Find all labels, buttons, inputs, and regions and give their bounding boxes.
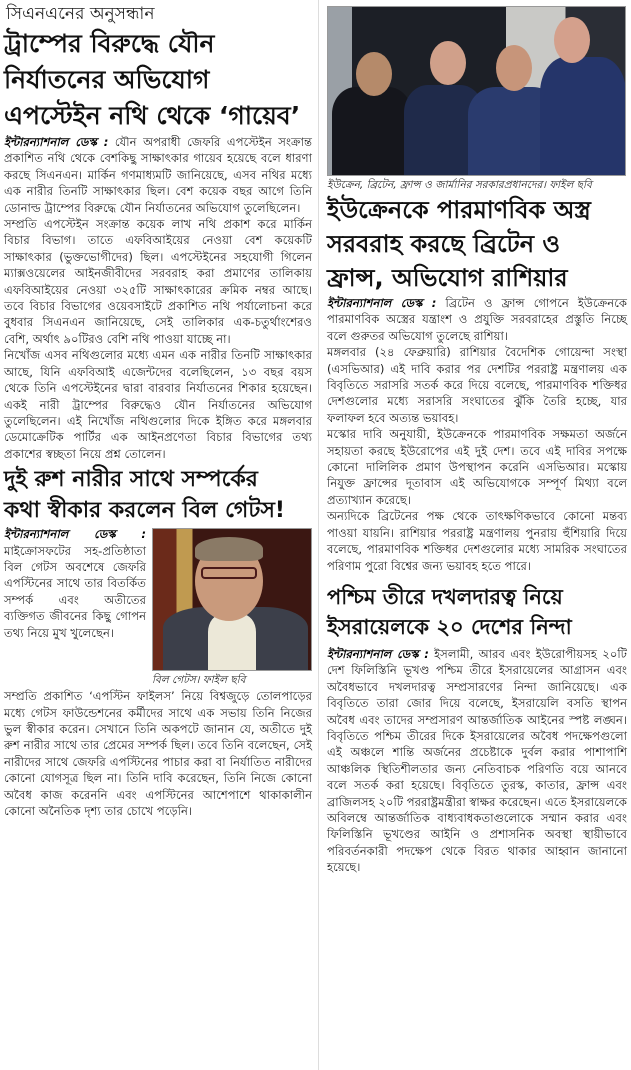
headline-ukraine [327, 193, 627, 295]
headline-line: পশ্চিম তীরে দখলদারত্ব নিয়ে [327, 584, 563, 609]
headline-trump [4, 26, 312, 134]
photo-caption: বিল গেটস। ফাইল ছবি [152, 674, 246, 687]
desk-label: ইন্টারন্যাশনাল ডেস্ক : [4, 527, 146, 542]
article-paragraph [327, 295, 627, 344]
article-paragraph [327, 646, 627, 876]
headline-line: কথা স্বীকার করলেন বিল গেটস! [4, 498, 285, 524]
headline-line: সরবরাহ করছে ব্রিটেন ও [327, 230, 561, 258]
headline-line: ইসরায়েলকে ২০ দেশের নিন্দা [327, 614, 572, 639]
gates-figure [146, 526, 312, 688]
headline-line: ইউক্রেনকে পারমাণবিক অস্ত্র [327, 196, 591, 224]
article-paragraph: অন্যদিকে ব্রিটেনের পক্ষ থেকে তাৎক্ষণিকভাবে কোনো মন্তব্য পাওয়া যায়নি। রাশিয়ার পররাষ্ট্র মন্ত্রণালয় পুনরায় হুঁশিয়ারি দিয়ে বলেছে, পারমাণবিক শক্তিধর দেশগুলোর মধ্যে সামরিক সংঘাতের পরিণাম পুরো বিশ্বের জন্য ভয়াবহ হতে পারে। [327, 509, 627, 573]
column-divider [318, 0, 319, 1070]
article-paragraph: সম্প্রতি প্রকাশিত ‘এপস্টিন ফাইলস’ নিয়ে বিশ্বজুড়ে তোলপাড়ের মধ্যে গেটস ফাউন্ডেশনের কর্মীদের সাথে এক সভায় তিনি নিজের ভুল স্বীকার করেন। সেখানে তিনি অকপটে জানান যে, অতীতে দুই রুশ নারীর সাথে তার প্রেমের সম্পর্ক ছিল। তবে তিনি বলেছেন, সেই নারীদের সাথে জেফরি এপস্টিনের পাচার করা বা নির্যাতিত নারীদের কোনো যোগসূত্র ছিল না। তিনি দাবি করেছেন, তিনি নিজে কোনো অবৈধ কাজ করেননি এবং এপস্টিনের আশেপাশে থাকাকালীন কোনো অনৈতিক দৃশ্য তার চোখে পড়েনি। [4, 689, 312, 818]
headline-line: দুই রুশ নারীর সাথে সম্পর্কের [4, 467, 258, 493]
headline-line: ফ্রান্স, অভিযোগ রাশিয়ার [327, 264, 568, 292]
article-paragraph: মস্কোর দাবি অনুযায়ী, ইউক্রেনকে পারমাণবিক সক্ষমতা অর্জনে সহায়তা করছে ইউরোপের এই দুই দেশ। তবে এই দাবির সপক্ষে কোনো দালিলিক প্রমাণ উপস্থাপন করেনি এসভিআর। মস্কোয় নিযুক্ত ফ্রান্সের দূতাবাস এই অভিযোগকে সম্পূর্ণ মিথ্যা বলে প্রত্যাখ্যান করেছে। [327, 427, 627, 507]
headline-line: নির্যাতনের অভিযোগ [4, 65, 210, 94]
desk-label: ইন্টারন্যাশনাল ডেস্ক : [4, 135, 109, 149]
leaders-photo [327, 6, 626, 176]
article-paragraph: মঙ্গলবার (২৪ ফেব্রুয়ারি) রাশিয়ার বৈদেশিক গোয়েন্দা সংস্থা (এসভিআর) এই দাবি করার পর দেশটির পররাষ্ট্র মন্ত্রণালয় এক বিবৃতিতে সরাসরি সতর্ক করে দিয়ে বলেছে, পারমাণবিক শক্তিধর দেশগুলোর মধ্যে সরাসরি সংঘাতের ঝুঁকি তৈরি হচ্ছে, যার ফলাফল হবে অত্যন্ত ভয়াবহ। [327, 345, 627, 425]
paragraph-text: ইসলামী, আরব এবং ইউরোপীয়সহ ২০টি দেশ ফিলিস্তিনি ভূখণ্ড পশ্চিম তীরে ইসরায়েলের আগ্রাসন এবং অবৈধভাবে দখলদারত্ব সম্প্রসারণের নিন্দা জানিয়েছে। এক বিবৃতিতে তারা জোর দিয়ে বলেছে, ইসরায়েলি বসতি স্থাপন অবৈধ এবং তাদের সম্প্রসারণ আন্তর্জাতিক আইনের স্পষ্ট লঙ্ঘন। বিবৃতিতে পশ্চিম তীরের দিকে ইসরায়েলের অবৈধ পদক্ষেপগুলো এই অঞ্চলে শান্তি অর্জনের প্রচেষ্টাকে দুর্বল করার পাশাপাশি আঞ্চলিক স্থিতিশীলতার জন্য নেতিবাচক পরিণতি বয়ে আনবে বলে সতর্ক করা হয়েছে। বিবৃতিতে তুরস্ক, কাতার, ফ্রান্স এবং ব্রাজিলসহ ২০টি পররাষ্ট্রমন্ত্রীরা স্বাক্ষর করেছেন। এতে ইসরায়েলকে অবিলম্বে আন্তর্জাতিক বাধ্যবাধকতাগুলোকে সম্মান করার এবং ফিলিস্তিনি ভূখণ্ডের আইনি ও প্রশাসনিক অবস্থা স্থায়ীভাবে পরিবর্তনকারী পদক্ষেপ থেকে বিরত থাকার আহ্বান জানানো হয়েছে। [327, 646, 628, 875]
paragraph-text: যৌন অপরাধী জেফরি এপস্টেইন সংক্রান্ত প্রকাশিত নথি থেকে বেশকিছু সাক্ষাৎকার গায়েব হয়েছে বলে ধারণা করছে সিএনএন। মার্কিন গণমাধ্যমটি জানিয়েছে, এসব নথির মধ্যে এক নারীর তিনটি সাক্ষাৎকার ছিল। বেশ কয়েক বছর আগে তিনি ডোনাল্ড ট্রাম্পের বিরুদ্ধে যৌন নির্যাতনের অভিযোগ তুলেছিলেন। [4, 135, 312, 215]
bill-gates-photo [152, 528, 312, 671]
kicker: সিএনএনের অনুসন্ধান [6, 4, 155, 24]
right-column [327, 0, 627, 876]
article-paragraph [4, 134, 312, 216]
headline-line: ট্রাম্পের বিরুদ্ধে যৌন [4, 29, 215, 58]
photo-caption: ইউক্রেন, ব্রিটেন, ফ্রান্স ও জার্মানির সরকারপ্রধানদের। ফাইল ছবি [327, 179, 592, 191]
article-paragraph: নিখোঁজ এসব নথিগুলোর মধ্যে এমন এক নারীর তিনটি সাক্ষাৎকার আছে, যিনি এফবিআই এজেন্টদের বলেছিলেন, ১৩ বছর বয়স থেকে তিনি এপস্টেইনের দ্বারা বারবার নির্যাতনের শিকার হয়েছেন। একই নারী ট্রাম্পের বিরুদ্ধেও যৌন নির্যাতনের অভিযোগ তুলেছিলেন। এই নিখোঁজ নথিগুলোর দিকে ইঙ্গিত করে মঙ্গলবার ডেমোক্রেটিক পার্টির এক আইনপ্রণেতা বিচার বিভাগের তথ্য প্রকাশের স্বচ্ছতা নিয়ে প্রশ্ন তোলেন। [4, 348, 312, 461]
headline-line: এপস্টেইন নথি থেকে ‘গায়েব’ [4, 101, 301, 130]
paragraph-text: মাইক্রোসফটের সহ-প্রতিষ্ঠাতা বিল গেটস অবশেষে জেফরি এপস্টিনের সাথে তার বিতর্কিত সম্পর্ক এবং অতীতের ব্যক্তিগত জীবনের কিছু গোপন তথ্য নিয়ে মুখ খুলেছেন। [4, 543, 146, 640]
desk-label: ইন্টারন্যাশনাল ডেস্ক : [327, 646, 429, 661]
left-column [4, 0, 312, 819]
article-paragraph: সম্প্রতি এপস্টেইন সংক্রান্ত কয়েক লাখ নথি প্রকাশ করে মার্কিন বিচার বিভাগ। তাতে এফবিআইয়ের নেওয়া বেশ কয়েকটি সাক্ষাৎকার (ভুক্তভোগীদের) ছিল। এপস্টেইনের সহযোগী গিলেন ম্যাক্সওয়েলের আইনজীবীদের সরবরাহ করা প্রমাণের তালিকায় এফবিআইয়ের নেওয়া ৩২৫টি সাক্ষাৎকারের ক্রমিক নম্বর আছে। তবে বিচার বিভাগের ওয়েবসাইটে প্রকাশিত নথি পর্যালোচনা করে বুধবার সিএনএন জানিয়েছে, সেই তালিকার এক-চতুর্থাংশেরও বেশি, অর্থাৎ ৯০টিরও বেশি নথি পাওয়া যাচ্ছে না। [4, 217, 312, 346]
desk-label: ইন্টারন্যাশনাল ডেস্ক : [327, 296, 437, 310]
headline-israel [327, 582, 627, 642]
headline-gates [4, 464, 312, 526]
paragraph-text: ব্রিটেন ও ফ্রান্স গোপনে ইউক্রেনকে পারমাণবিক অস্ত্রের যন্ত্রাংশ ও প্রযুক্তি সরবরাহের প্রস্তুতি নিচ্ছে বলে গুরুতর অভিযোগ তুলেছে রাশিয়া। [327, 296, 627, 343]
